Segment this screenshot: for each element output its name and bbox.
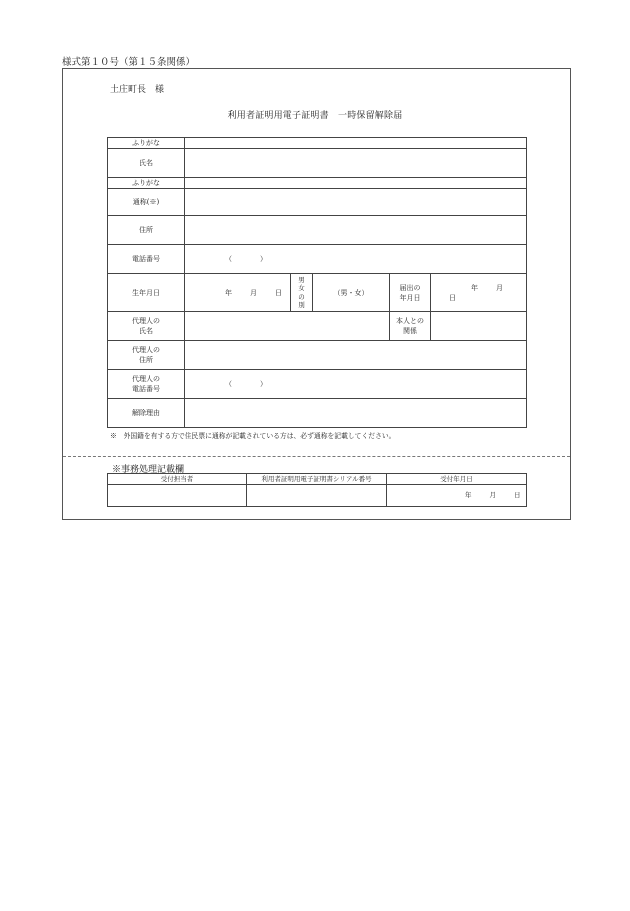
office-table bbox=[107, 473, 527, 507]
gender-label-char-3: の bbox=[298, 292, 305, 301]
birth-year-label: 年 bbox=[225, 288, 232, 297]
alias-row bbox=[108, 189, 527, 216]
agent-name-label bbox=[108, 312, 185, 341]
office-receiver-input[interactable] bbox=[108, 485, 247, 507]
relation-label bbox=[390, 312, 431, 341]
gender-label-char-4: 別 bbox=[298, 301, 305, 309]
office-day-label: 日 bbox=[514, 491, 521, 499]
agent-name-label-line-2: 氏名 bbox=[139, 327, 153, 335]
gender-options[interactable]: （男・女） bbox=[313, 274, 390, 312]
filing-day-label: 日 bbox=[449, 293, 456, 302]
reason-label: 解除理由 bbox=[108, 399, 185, 428]
addressee: 土庄町長 様 bbox=[110, 85, 165, 95]
name-input[interactable] bbox=[185, 149, 527, 178]
agent-phone-row bbox=[108, 370, 527, 399]
furigana-label-1: ふりがな bbox=[108, 138, 185, 149]
filing-date-label bbox=[390, 274, 431, 312]
office-month-label: 月 bbox=[489, 491, 496, 499]
agent-name-label-line-1: 代理人の bbox=[132, 317, 160, 325]
agent-address-input[interactable] bbox=[185, 341, 527, 370]
office-year-label: 年 bbox=[465, 491, 472, 499]
office-col-serial: 利用者証明用電子証明書シリアル番号 bbox=[247, 474, 387, 485]
office-divider bbox=[63, 456, 570, 457]
address-label: 住所 bbox=[108, 216, 185, 245]
office-header-row bbox=[108, 474, 527, 485]
form-number: 様式第１０号（第１５条関係） bbox=[62, 57, 196, 68]
furigana-input-2[interactable] bbox=[185, 178, 527, 189]
alias-note: ※ 外国籍を有する方で住民票に通称が記載されている方は、必ず通称を記載してください。 bbox=[110, 432, 396, 440]
furigana-row-1 bbox=[108, 138, 527, 149]
agent-phone-label bbox=[108, 370, 185, 399]
office-col-date: 受付年月日 bbox=[387, 474, 527, 485]
birth-day-label: 日 bbox=[275, 288, 282, 297]
birthdate-label: 生年月日 bbox=[108, 274, 185, 312]
agent-phone-paren-open: （ bbox=[225, 380, 232, 388]
agent-name-row bbox=[108, 312, 527, 341]
agent-phone-label-line-2: 電話番号 bbox=[132, 385, 160, 393]
reason-input[interactable] bbox=[185, 399, 527, 428]
alias-input[interactable] bbox=[185, 189, 527, 216]
furigana-label-2: ふりがな bbox=[108, 178, 185, 189]
furigana-input-1[interactable] bbox=[185, 138, 527, 149]
filing-month-label: 月 bbox=[496, 283, 503, 292]
agent-phone-paren-close: ） bbox=[260, 380, 267, 388]
office-date-input[interactable] bbox=[387, 485, 527, 507]
filing-date-label-line-2: 年月日 bbox=[399, 293, 421, 302]
filing-year-label: 年 bbox=[471, 283, 478, 292]
gender-label-char-2: 女 bbox=[298, 284, 305, 292]
birthdate-row bbox=[108, 274, 527, 312]
alias-label: 通称(※) bbox=[108, 189, 185, 216]
phone-paren-open: （ bbox=[225, 255, 232, 263]
agent-address-label-line-2: 住所 bbox=[139, 356, 153, 364]
form-title: 利用者証明用電子証明書 一時保留解除届 bbox=[227, 111, 403, 121]
address-input[interactable] bbox=[185, 216, 527, 245]
agent-phone-label-line-1: 代理人の bbox=[132, 375, 160, 383]
relation-label-line-2: 関係 bbox=[403, 327, 417, 335]
name-label: 氏名 bbox=[108, 149, 185, 178]
application-table bbox=[107, 137, 527, 428]
birthdate-input[interactable] bbox=[185, 274, 291, 312]
gender-label bbox=[291, 274, 313, 312]
gender-label-char-1: 男 bbox=[298, 275, 305, 284]
agent-name-input[interactable] bbox=[185, 312, 390, 341]
phone-row bbox=[108, 245, 527, 274]
office-serial-input[interactable] bbox=[247, 485, 387, 507]
reason-row bbox=[108, 399, 527, 428]
phone-paren-close: ） bbox=[260, 255, 267, 263]
filing-date-input[interactable] bbox=[431, 274, 527, 312]
agent-phone-input[interactable] bbox=[185, 370, 527, 399]
agent-address-label bbox=[108, 341, 185, 370]
filing-date-label-line-1: 届出の bbox=[399, 283, 421, 292]
relation-label-line-1: 本人との bbox=[396, 317, 424, 325]
birth-month-label: 月 bbox=[250, 288, 257, 297]
office-section-title: ※事務処理記載欄 bbox=[112, 465, 185, 475]
agent-address-label-line-1: 代理人の bbox=[132, 346, 160, 354]
address-row bbox=[108, 216, 527, 245]
phone-input[interactable] bbox=[185, 245, 527, 274]
furigana-row-2 bbox=[108, 178, 527, 189]
office-col-receiver: 受付担当者 bbox=[108, 474, 247, 485]
agent-address-row bbox=[108, 341, 527, 370]
phone-label: 電話番号 bbox=[108, 245, 185, 274]
name-row bbox=[108, 149, 527, 178]
office-value-row bbox=[108, 485, 527, 507]
relation-input[interactable] bbox=[431, 312, 527, 341]
